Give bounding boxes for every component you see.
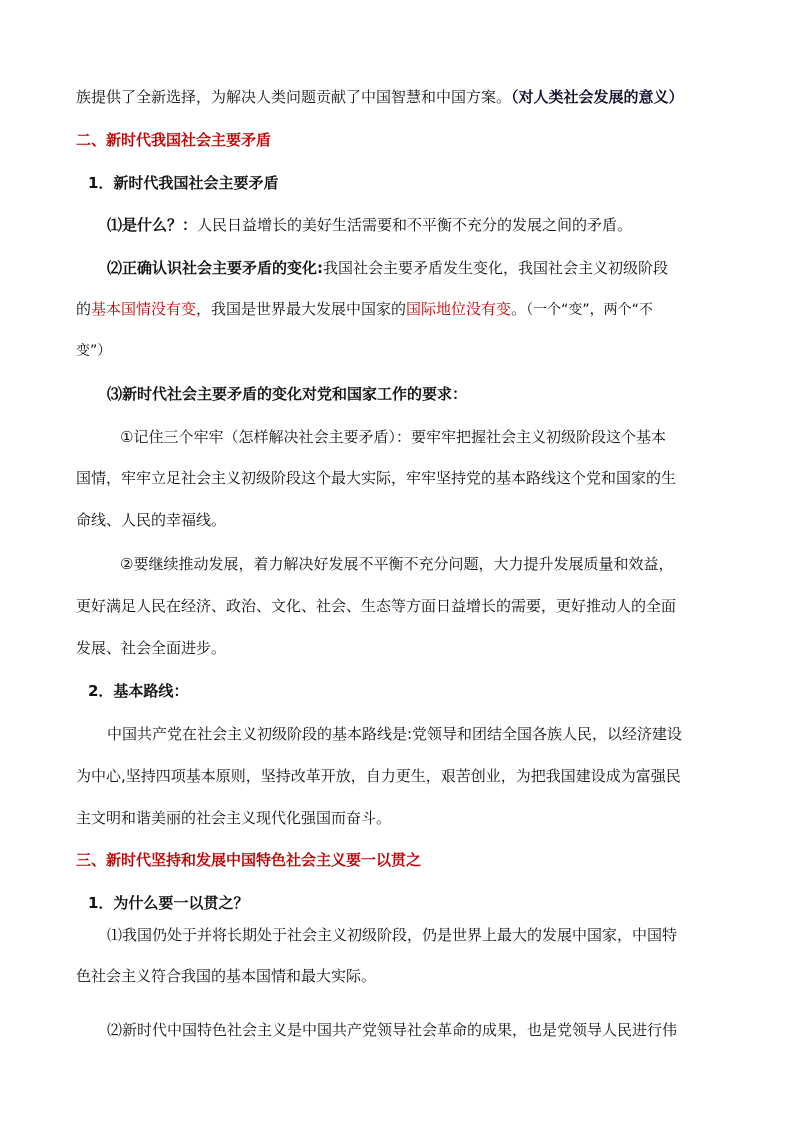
basic-line3: 主文明和谐美丽的社会主义现代化强国而奋斗。 — [76, 809, 392, 827]
change-text-d: （一个“变”，两个“不 — [526, 302, 653, 318]
why-line1: ⑴我国仍处于并将长期处于社会主义初级阶段，仍是世界上最大的发展中国家，中国特 — [107, 926, 678, 944]
change-text-b: ，我国是世界最大发展中国家的 — [196, 300, 407, 318]
paragraph-change-label: ⑵正确认识社会主要矛盾的变化: — [107, 259, 324, 277]
paragraph-change-line2 — [76, 298, 726, 321]
subheading-1: 1．新时代我国社会主要矛盾 — [88, 174, 279, 192]
section-heading-2: 二、新时代我国社会主要矛盾 — [76, 131, 272, 149]
paragraph-change-line3: 变”） — [76, 343, 112, 359]
intro-line — [76, 86, 726, 108]
subheading-3: 1．为什么要一以贯之？ — [88, 894, 249, 912]
why2-line1: ⑵新时代中国特色社会主义是中国共产党领导社会革命的成果，也是党领导人民进行伟 — [107, 1021, 678, 1039]
change-text-a: 的 — [76, 300, 92, 318]
paragraph-change-text1: 我国社会主要矛盾发生变化，我国社会主义初级阶段 — [323, 259, 669, 277]
paragraph-requirements-label: ⑶新时代社会主要矛盾的变化对党和国家工作的要求： — [107, 385, 468, 403]
intro-text: 族提供了全新选择，为解决人类问题贡献了中国智慧和中国方案。 — [76, 88, 512, 106]
paragraph-what — [107, 214, 757, 236]
why-line2: 色社会主义符合我国的基本国情和最大实际。 — [76, 967, 377, 985]
basic-line2: 为中心,坚持四项基本原则，坚持改革开放，自力更生，艰苦创业，为把我国建设成为富强民 — [76, 767, 681, 785]
highlight-international-status: 国际地位没有变 — [406, 300, 512, 318]
intro-note: （对人类社会发展的意义） — [511, 88, 684, 106]
item1-line3: 命线、人民的幸福线。 — [76, 511, 227, 529]
item1-line1: ①记住三个牢牢（怎样解决社会主要矛盾）：要牢牢把握社会主义初级阶段这个基本 — [120, 428, 666, 446]
section-heading-3: 三、新时代坚持和发展中国特色社会主义要一以贯之 — [76, 851, 422, 869]
subheading-2: 2．基本路线： — [88, 682, 189, 700]
change-text-c: 。 — [511, 300, 527, 318]
highlight-basic-conditions: 基本国情没有变 — [91, 300, 197, 318]
item1-line2: 国情，牢牢立足社会主义初级阶段这个最大实际，牢牢坚持党的基本路线这个党和国家的生 — [76, 469, 677, 487]
paragraph-what-text: 人民日益增长的美好生活需要和不平衡不充分的发展之间的矛盾。 — [197, 216, 633, 234]
item2-line2: 更好满足人民在经济、政治、文化、社会、生态等方面日益增长的需要，更好推动人的全面 — [76, 597, 677, 615]
item2-line3: 发展、社会全面进步。 — [76, 639, 227, 657]
paragraph-change-line1 — [107, 257, 757, 279]
paragraph-what-label: ⑴是什么？： — [107, 216, 198, 234]
item2-line1: ②要继续推动发展，着力解决好发展不平衡不充分问题，大力提升发展质量和效益， — [120, 555, 674, 573]
basic-line1: 中国共产党在社会主义初级阶段的基本路线是:党领导和团结全国各族人民，以经济建设 — [107, 725, 683, 743]
